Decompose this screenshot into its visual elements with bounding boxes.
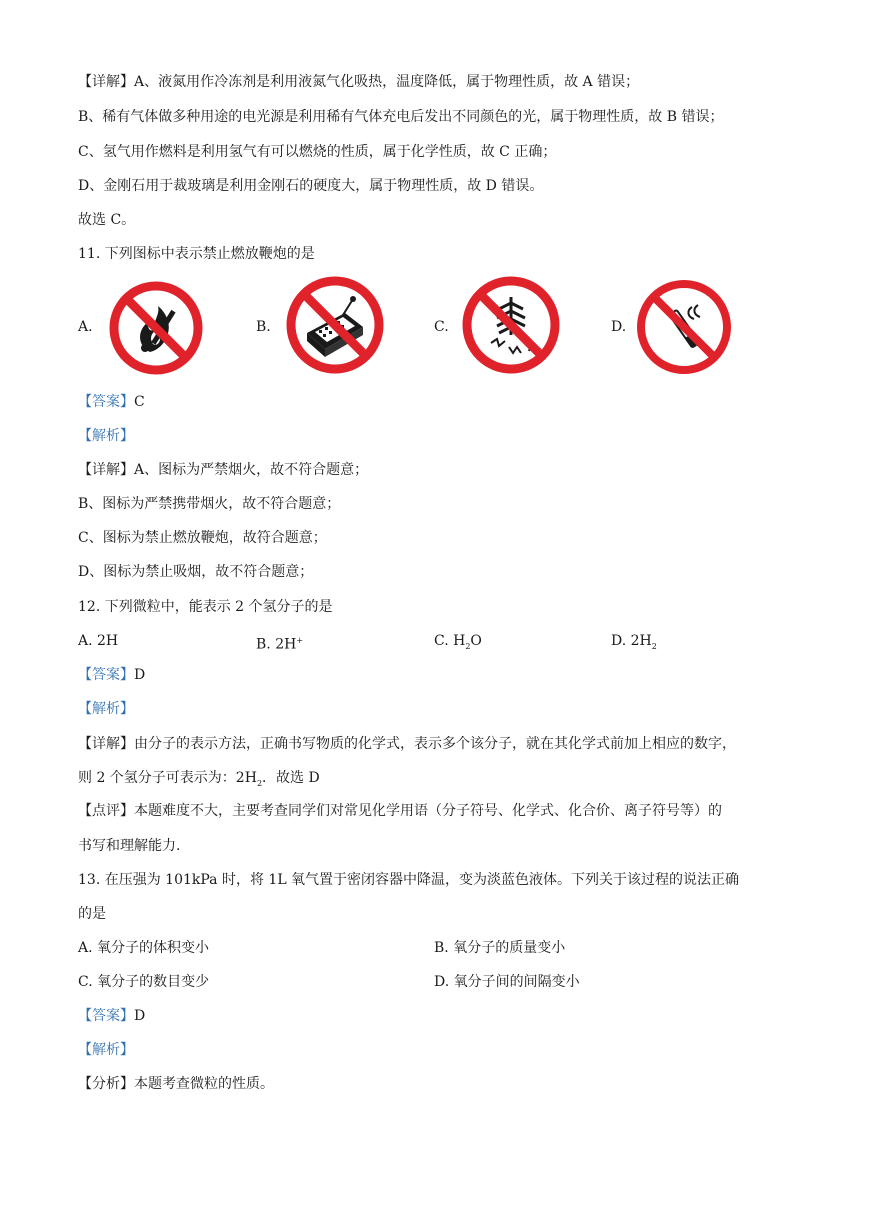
q12-option-d: D. $2H_2$ xyxy=(611,633,657,651)
q11-detail-a: 【详解】A、图标为严禁烟火，故不符合题意； xyxy=(78,462,369,478)
q13-analyze: 【分析】本题考查微粒的性质。 xyxy=(78,1076,274,1092)
q11-detail-d: D、图标为禁止吸烟，故不符合题意； xyxy=(78,564,314,580)
q13-stem-line-2: 的是 xyxy=(78,906,106,922)
q11-option-c-label: C. xyxy=(434,319,449,335)
q13-stem-line-1: 13. 在压强为 101kPa 时，将 1L 氧气置于密闭容器中降温，变为淡蓝色液体。下列关于该过程的说法正确 xyxy=(78,872,740,888)
q11-detail-c: C、图标为禁止燃放鞭炮，故符合题意； xyxy=(78,530,327,546)
q12-detail-line-2: 则 2 个氢分子可表示为：$2H_2$．故选 D xyxy=(78,770,320,788)
q12-comment-line-1: 【点评】本题难度不大，主要考查同学们对常见化学用语（分子符号、化学式、化合价、离子符号等）的 xyxy=(78,803,722,819)
q12-answer: 【答案】D xyxy=(78,667,146,683)
q12-stem: 12. 下列微粒中，能表示 2 个氢分子的是 xyxy=(78,599,333,615)
comment-tag: 【点评】 xyxy=(78,803,134,819)
q11-option-d-label: D. xyxy=(611,319,627,335)
q13-analysis-tag: 【解析】 xyxy=(78,1042,134,1058)
q13-answer: 【答案】D xyxy=(78,1008,146,1024)
q10-detail-c: C、氢气用作燃料是利用氢气有可以燃烧的性质，属于化学性质，故 C 正确； xyxy=(78,144,557,160)
no-fireworks-icon xyxy=(461,275,561,375)
q11-stem: 11. 下列图标中表示禁止燃放鞭炮的是 xyxy=(78,246,315,262)
q12-comment-line-2: 书写和理解能力. xyxy=(78,838,181,854)
q11-analysis-tag: 【解析】 xyxy=(78,428,134,444)
q13-option-b: B. 氧分子的质量变小 xyxy=(434,940,566,956)
q10-choose: 故选 C。 xyxy=(78,212,136,228)
analyze-tag: 【分析】 xyxy=(78,1076,134,1092)
no-smoking-icon xyxy=(634,277,734,377)
q11-detail-b: B、图标为严禁携带烟火，故不符合题意； xyxy=(78,496,341,512)
q11-option-a-label: A. xyxy=(78,319,93,335)
detail-tag: 【详解】 xyxy=(78,462,134,478)
q10-detail-b: B、稀有气体做多种用途的电光源是利用稀有气体充电后发出不同颜色的光，属于物理性质，故 B 错误； xyxy=(78,109,724,125)
detail-tag: 【详解】 xyxy=(78,736,134,752)
no-open-flame-icon xyxy=(106,278,206,378)
answer-tag: 【答案】 xyxy=(78,1008,134,1024)
q11-option-b-label: B. xyxy=(256,319,271,335)
q13-option-c: C. 氧分子的数目变少 xyxy=(78,974,210,990)
q12-option-a: A. 2H xyxy=(78,633,119,649)
q12-option-c: C. $H_2O$ xyxy=(434,633,482,651)
no-matches-icon xyxy=(285,275,385,375)
q12-detail-line-1: 【详解】由分子的表示方法，正确书写物质的化学式，表示多个该分子，就在其化学式前加上相应的数字， xyxy=(78,736,736,752)
q12-analysis-tag: 【解析】 xyxy=(78,701,134,717)
q12-option-b: B. 2H+ xyxy=(256,636,304,653)
answer-tag: 【答案】 xyxy=(78,394,134,410)
q10-detail-a: 【详解】A、液氮用作冷冻剂是利用液氮气化吸热，温度降低，属于物理性质，故 A 错误； xyxy=(78,74,640,90)
q11-answer: 【答案】C xyxy=(78,394,145,410)
detail-tag: 【详解】 xyxy=(78,74,134,90)
q13-option-a: A. 氧分子的体积变小 xyxy=(78,940,210,956)
q13-option-d: D. 氧分子间的间隔变小 xyxy=(434,974,580,990)
answer-tag: 【答案】 xyxy=(78,667,134,683)
q10-detail-d: D、金刚石用于裁玻璃是利用金刚石的硬度大，属于物理性质，故 D 错误。 xyxy=(78,178,544,194)
